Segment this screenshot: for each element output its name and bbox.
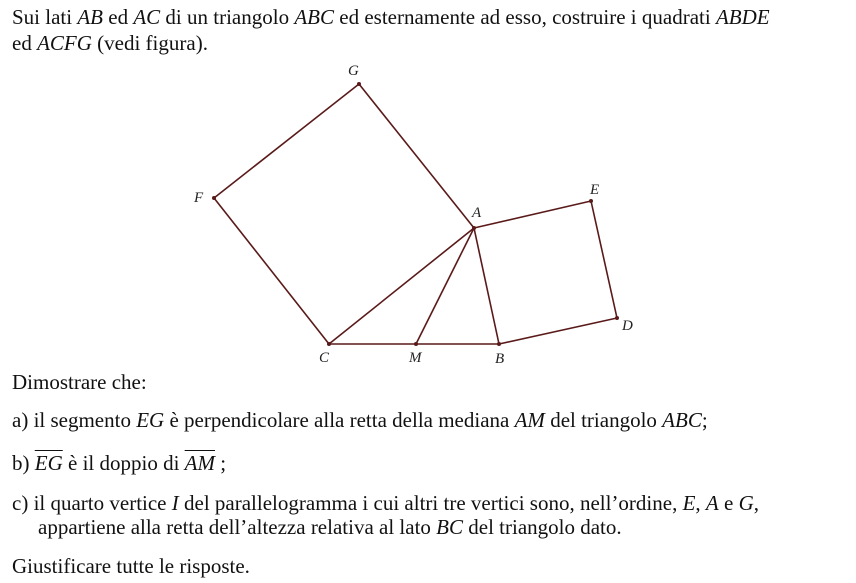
intro-text: ed [12,31,38,55]
vertex-i: I [171,491,179,515]
point-c [327,342,331,346]
segment-f-c [214,198,329,344]
segment-ac: AC [133,5,161,29]
item-c-text: c) il quarto vertice [12,491,172,515]
label-f: F [194,190,204,206]
segment-d-b [499,318,617,344]
segment-g-f [214,84,359,198]
item-b-text: ; [215,451,227,475]
square-abde: ABDE [715,5,770,29]
segment-a-e [474,201,591,228]
item-b [12,450,226,476]
item-a-text: ; [701,408,708,432]
intro-text: Sui lati [12,5,78,29]
vertex-a: A [705,491,719,515]
segment-a-c [329,228,474,344]
triangle-abc: ABC [294,5,334,29]
segment-eg: EG [136,408,165,432]
point-b [497,342,501,346]
label-b: B [495,351,505,367]
triangle-abc: ABC [662,408,702,432]
label-c: C [319,350,330,366]
segment-a-m [416,228,474,344]
item-c-text: del parallelogramma i cui altri tre vertici sono, nell’ordine, [178,491,683,515]
point-e [589,199,593,203]
figure-edges [214,84,617,344]
item-a-text: del triangolo [544,408,663,432]
figure-points [212,82,619,346]
item-c-line-1 [12,490,759,516]
point-g [357,82,361,86]
point-f [212,196,216,200]
item-b-text: b) [12,451,35,475]
label-m: M [409,350,422,366]
item-c-text: , [695,491,706,515]
label-e: E [590,182,600,198]
vertex-e: E [682,491,696,515]
label-a: A [472,205,482,221]
item-c-text: del triangolo dato. [463,515,622,539]
item-a-text: a) il segmento [12,408,137,432]
intro-text: ed esternamente ad esso, costruire i quadrati [334,5,716,29]
item-c-line-2 [38,514,622,540]
item-a [12,407,708,433]
item-b-text: è il doppio di [62,451,185,475]
segment-ab: AB [77,5,103,29]
label-g: G [348,63,359,79]
intro-text: di un triangolo [160,5,295,29]
point-m [414,342,418,346]
item-a-text: è perpendicolare alla retta della mediana [164,408,515,432]
item-c-text: , [753,491,759,515]
point-d [615,316,619,320]
vertex-g: G [738,491,754,515]
item-c-text: appartiene alla retta dell’altezza relativa al lato [38,515,437,539]
segment-a-b [474,228,499,344]
square-acfg: ACFG [37,31,92,55]
segment-eg-length: $\overline{EG}$ [34,451,63,475]
prompt-text: Dimostrare che: [12,370,147,394]
closing-text: Giustificare tutte le risposte. [12,554,250,578]
intro-text: (vedi figura). [91,31,208,55]
segment-am: AM [514,408,545,432]
label-d: D [622,318,633,334]
point-a [472,226,476,230]
segment-e-d [591,201,617,318]
segment-am-length: $\overline{AM}$ [184,451,215,475]
intro-text: ed [103,5,134,29]
segment-g-a [359,84,474,228]
segment-bc: BC [436,515,464,539]
item-c-text: e [718,491,739,515]
